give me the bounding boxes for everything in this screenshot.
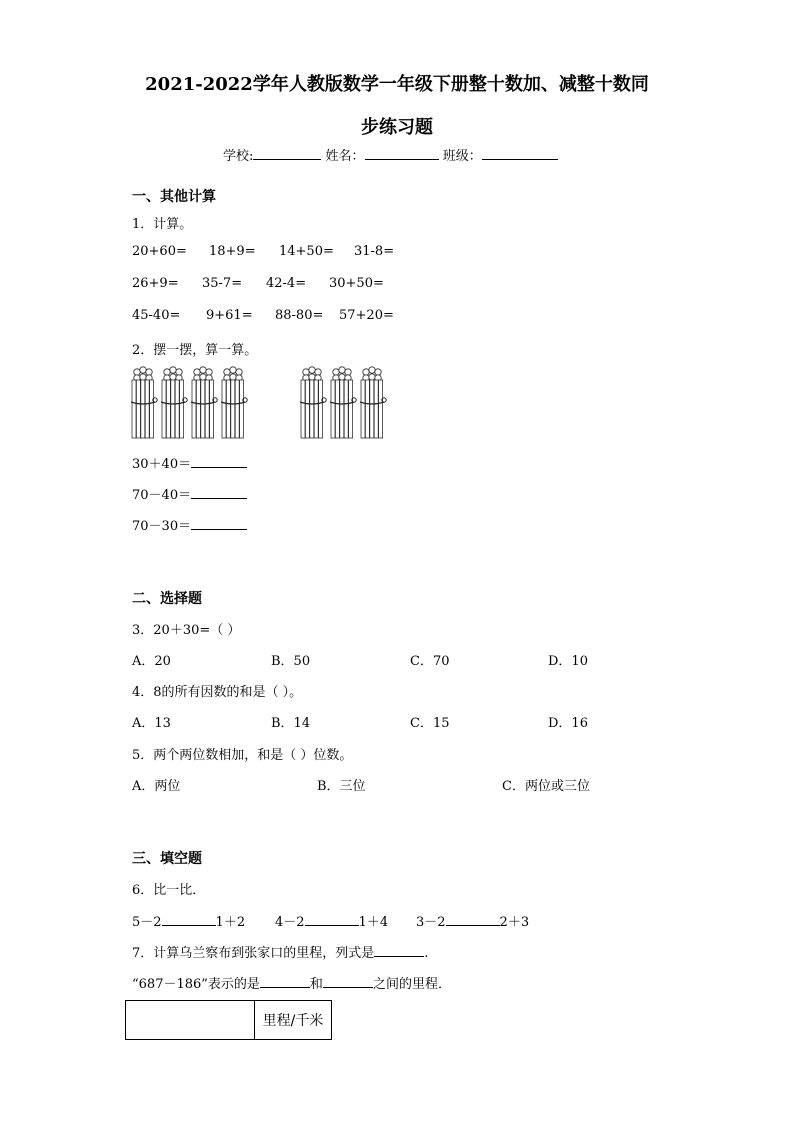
- calc-item: 31-8=: [354, 244, 395, 259]
- answer-blank[interactable]: [260, 975, 310, 988]
- calc-item: 20+60=: [132, 244, 187, 259]
- equation-text: 70－30＝: [132, 519, 192, 534]
- option-b[interactable]: B．14: [271, 716, 311, 731]
- option-c[interactable]: C．两位或三位: [502, 779, 590, 794]
- stick-bundle-icon: [221, 367, 247, 438]
- option-a[interactable]: A．20: [132, 654, 171, 669]
- compare-row: [416, 911, 529, 930]
- compare-blank[interactable]: [446, 913, 500, 926]
- calc-item: 42-4=: [266, 276, 307, 291]
- question-7-part-b: 和: [309, 977, 323, 992]
- name-label: 姓名：: [325, 149, 365, 164]
- school-field[interactable]: [253, 147, 315, 160]
- stick-bundles-group-2: [297, 366, 397, 442]
- question-7-stem: 7．计算乌兰察布到张家口的里程，列式是: [132, 946, 375, 961]
- answer-blank[interactable]: [374, 944, 424, 957]
- class-label: 班级：: [442, 149, 482, 164]
- stick-bundle-icon: [300, 367, 326, 438]
- calc-item: 30+50=: [329, 276, 384, 291]
- stick-bundles-group-1: [128, 366, 258, 442]
- question-3: 3．20＋30=（ ）: [132, 623, 241, 638]
- equation-row: [132, 515, 247, 534]
- answer-blank[interactable]: [191, 517, 247, 530]
- calc-item: 45-40=: [132, 308, 181, 323]
- name-field[interactable]: [365, 147, 439, 160]
- page-title: 2021-2022学年人教版数学一年级下册整十数加、减整十数同: [145, 74, 649, 95]
- option-c[interactable]: C．70: [410, 654, 450, 669]
- equation-row: [132, 484, 247, 503]
- answer-blank[interactable]: [191, 486, 247, 499]
- calc-item: 9+61=: [206, 308, 253, 323]
- answer-blank[interactable]: [191, 455, 247, 468]
- section-heading: 一、其他计算: [132, 189, 216, 205]
- info-line: [223, 145, 558, 164]
- question-5: 5．两个两位数相加，和是（ ）位数。: [132, 748, 353, 763]
- compare-right: 2＋3: [499, 915, 530, 930]
- question-7-part-c: 之间的里程．: [372, 977, 451, 992]
- question-2: 2．摆一摆，算一算。: [132, 343, 258, 358]
- option-a[interactable]: A．两位: [132, 779, 181, 794]
- stick-bundle-icon: [360, 367, 386, 438]
- stick-bundle-icon: [161, 367, 187, 438]
- calc-item: 18+9=: [209, 244, 256, 259]
- compare-right: 1＋4: [358, 915, 389, 930]
- question-7: [132, 942, 428, 961]
- option-c[interactable]: C．15: [410, 716, 450, 731]
- mileage-table: [125, 1000, 332, 1040]
- calc-item: 14+50=: [279, 244, 334, 259]
- class-field[interactable]: [482, 147, 558, 160]
- option-b[interactable]: B．三位: [317, 779, 366, 794]
- compare-right: 1＋2: [215, 915, 246, 930]
- page-title-cont: 步练习题: [361, 117, 433, 138]
- calc-item: 26+9=: [132, 276, 179, 291]
- section-heading: 二、选择题: [132, 591, 202, 607]
- question-7-end: .: [424, 946, 429, 961]
- option-d[interactable]: D．16: [548, 716, 588, 731]
- compare-left: 3－2: [416, 915, 446, 930]
- question-7-line2: [132, 973, 451, 992]
- stick-bundle-icon: [330, 367, 356, 438]
- question-7-part-a: “687－186”表示的是: [132, 977, 260, 992]
- stick-bundle-icon: [131, 367, 157, 438]
- calc-item: 35-7=: [202, 276, 243, 291]
- table-header-mileage: 里程/千米: [255, 1001, 332, 1040]
- compare-left: 4－2: [275, 915, 305, 930]
- compare-row: [132, 911, 245, 930]
- question-4: 4．8的所有因数的和是（ ）。: [132, 685, 303, 700]
- compare-blank[interactable]: [305, 913, 359, 926]
- calc-item: 88-80=: [275, 308, 324, 323]
- question-6: 6．比一比．: [132, 883, 206, 898]
- equation-text: 70－40＝: [132, 488, 192, 503]
- compare-blank[interactable]: [162, 913, 216, 926]
- option-d[interactable]: D．10: [548, 654, 588, 669]
- school-label: 学校:: [223, 149, 254, 164]
- compare-row: [275, 911, 388, 930]
- option-a[interactable]: A．13: [132, 716, 171, 731]
- option-b[interactable]: B．50: [271, 654, 311, 669]
- stick-bundle-icon: [191, 367, 217, 438]
- compare-left: 5－2: [132, 915, 162, 930]
- equation-row: [132, 453, 247, 472]
- calc-item: 57+20=: [339, 308, 394, 323]
- table-cell-empty: [126, 1001, 255, 1040]
- answer-blank[interactable]: [323, 975, 373, 988]
- section-heading: 三、填空题: [132, 851, 202, 867]
- equation-text: 30＋40＝: [132, 457, 192, 472]
- question-1: 1．计算。: [132, 217, 193, 232]
